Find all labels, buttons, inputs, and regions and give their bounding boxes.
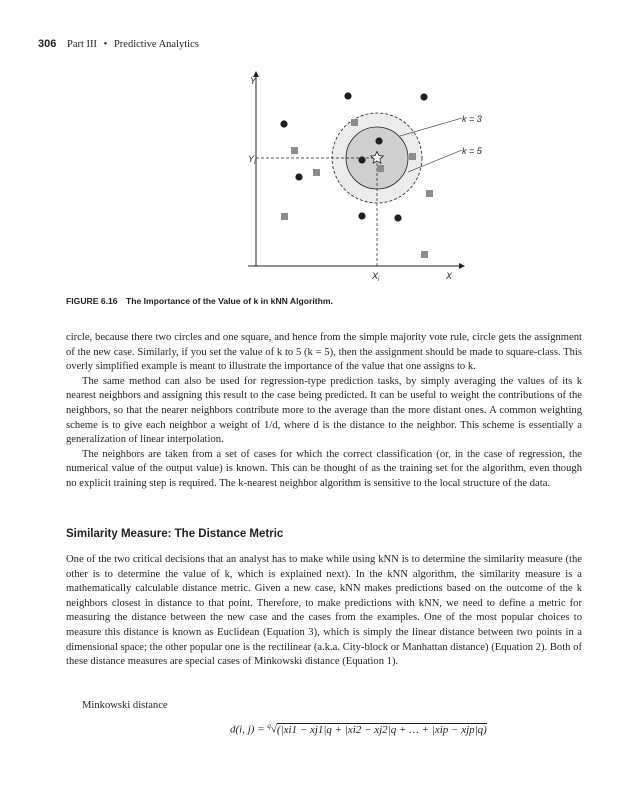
y-axis-label: Y (250, 76, 257, 86)
figure-caption (66, 296, 333, 306)
circle-point (280, 120, 287, 127)
circle-point (344, 92, 351, 99)
square-point (409, 153, 416, 160)
k3-label: k = 3 (462, 114, 482, 124)
square-point (291, 147, 298, 154)
running-head (38, 38, 199, 50)
paragraph: One of the two critical decisions that an analyst has to make while using kNN is to determine the similarity measure (the other is to determine the value of k, which is explained next). In the kNN algorithm, the similarity measure is a mathematically calculable distance metric. Given a new case, kNN makes predictions based on the outcome of the k neighbors closest in distance to that point. Therefore, to make predictions with kNN, we need to define a metric for measuring the distance between the new case and the cases from the examples. One of the most popular choices to measure this distance is known as Euclidean (Equation 3), which is simply the linear distance between two points in a dimensional space; the other popular one is the rectilinear (a.k.a. City-block or Manhattan distance) (Equation 2). Both of these distance measures are special cases of Minkowski distance (Equation 1). (66, 554, 582, 668)
figure-caption-text: The Importance of the Value of k in kNN Algorithm. (125, 296, 333, 306)
square-point (377, 165, 384, 172)
circle-point (358, 156, 365, 163)
root-index: q (267, 722, 271, 730)
square-point (426, 190, 433, 197)
circle-point (394, 214, 401, 221)
xi-label: $X_i$ (372, 271, 380, 283)
paragraph: The neighbors are taken from a set of cases for which the correct classification (or, in the case of regression, the numerical value of the output value) is known. This can be thought of as the training set for the algorithm, even though no explicit training step is required. The k-nearest neighbor algorithm is sensitive to the local structure of the data. (66, 448, 582, 489)
paragraph: circle, because there two circles and one square, and hence from the simple majority vote rule, circle gets the assignment of the new case. Similarly, if you set the value of k to 5 (k = 5), then the assignment should be made to square-class. This overly simplified example is meant to illustrate the importance of the value that one assigns to k. (66, 332, 582, 373)
circle-point (358, 212, 365, 219)
circle-point (295, 173, 302, 180)
x-axis-label: X (446, 271, 453, 281)
minkowski-equation (230, 722, 487, 736)
body-text-block (66, 331, 582, 492)
section-heading: Similarity Measure: The Distance Metric (66, 528, 284, 540)
knn-figure (240, 66, 500, 286)
equation-body: (|xi1 − xj1|q + |xi2 − xj2|q + … + |xip − xjp|q) (276, 723, 487, 736)
figure-caption-label: FIGURE 6.16 (66, 296, 118, 306)
k5-label: k = 5 (462, 146, 482, 156)
radical-icon: √ (270, 723, 277, 736)
section-body (66, 553, 582, 670)
square-point (281, 213, 288, 220)
minkowski-label: Minkowski distance (82, 700, 168, 711)
equation-lhs: d(i, j) = (230, 723, 268, 736)
square-point (421, 251, 428, 258)
part-label: Part III (66, 39, 98, 50)
square-point (313, 169, 320, 176)
square-point (351, 119, 358, 126)
header-separator: • (103, 39, 108, 50)
section-label: Predictive Analytics (113, 39, 199, 50)
knn-diagram (240, 66, 500, 286)
yi-label: $Y_i$ (248, 154, 256, 166)
circle-point (420, 93, 427, 100)
paragraph: The same method can also be used for regression-type prediction tasks, by simply averaging the values of its k nearest neighbors and assigning this result to the case being predicted. It can be useful to weight the contributions of the neighbors, so that the nearer neighbors contribute more to the average than the more distant ones. A common weighting scheme is to give each neighbor a weight of 1/d, where d is the distance to the neighbor. This scheme is essentially a generalization of linear interpolation. (66, 375, 582, 446)
page-number: 306 (38, 38, 57, 50)
circle-point (375, 137, 382, 144)
